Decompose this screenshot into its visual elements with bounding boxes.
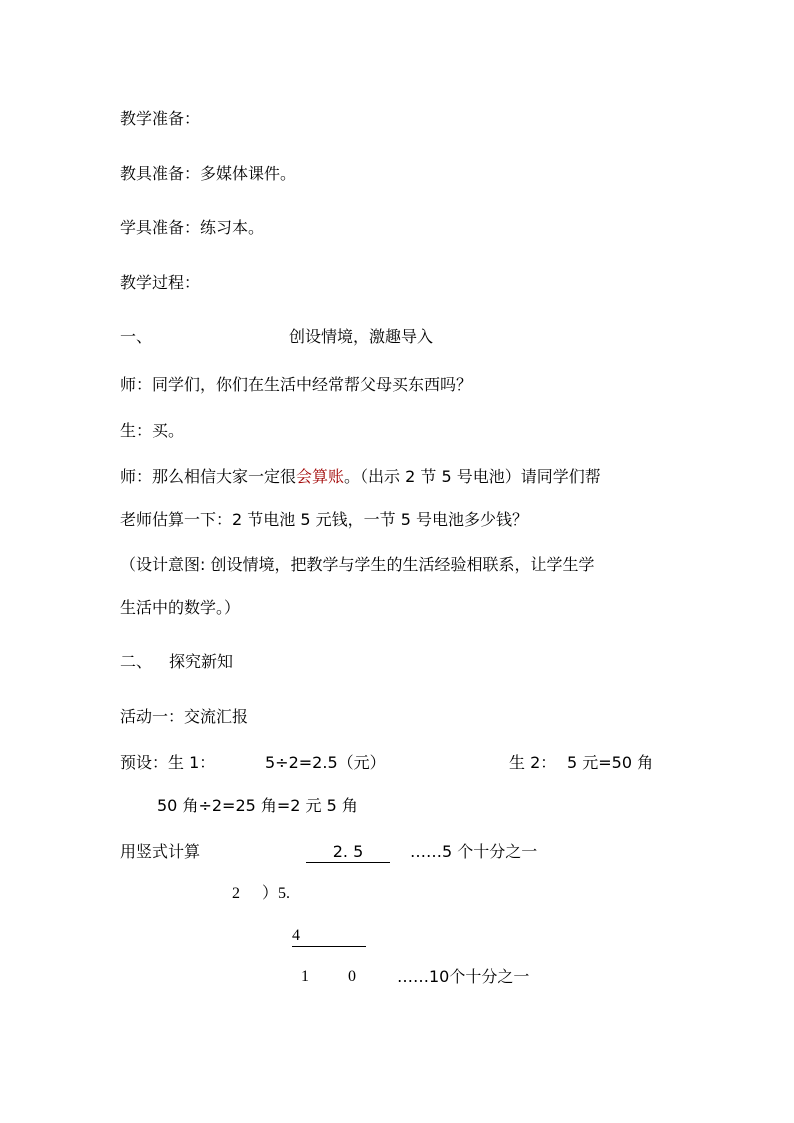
- teaching-tools: 教具准备：多媒体课件。: [120, 164, 297, 183]
- teacher-line-2: [120, 467, 601, 487]
- subtraction-row: [292, 926, 366, 947]
- design-note-2: 生活中的数学。）: [120, 598, 241, 617]
- prep-title: 教学准备：: [120, 109, 201, 128]
- section2-title: 探究新知: [169, 652, 234, 671]
- preset-student-2: 生 2：: [509, 753, 557, 772]
- divisor: 2: [232, 885, 240, 902]
- remainder-note: ……10个十分之一: [397, 967, 530, 986]
- section2-number: 二、: [120, 652, 153, 671]
- section1-title: 创设情境，激趣导入: [289, 327, 434, 346]
- student-tools: 学具准备：练习本。: [120, 218, 265, 237]
- subtrahend: 4: [292, 927, 300, 944]
- teacher-line-1: 师：同学们，你们在生活中经常帮父母买东西吗？: [120, 375, 473, 394]
- design-note-1: （设计意图: 创设情境，把教学与学生的生活经验相联系，让学生学: [120, 555, 595, 574]
- vertical-label: 用竖式计算: [120, 842, 201, 861]
- section1-number: 一、: [120, 327, 153, 346]
- remainder-digit-1: 1: [301, 968, 309, 985]
- highlight-phrase: 会算账: [296, 467, 345, 486]
- dividend: ）5.: [262, 885, 291, 902]
- teacher-line-2-cont: 老师估算一下：2 节电池 5 元钱，一节 5 号电池多少钱？: [120, 510, 528, 529]
- preset-expr-1: 5÷2=2.5（元）: [265, 753, 386, 772]
- student-line-1: 生：买。: [120, 421, 185, 440]
- preset-expr-2: 5 元=50 角: [567, 753, 654, 772]
- quotient-value: 2. 5: [332, 842, 364, 861]
- remainder-digit-2: 0: [348, 968, 356, 985]
- quotient: [306, 842, 390, 863]
- preset-expr-3: 50 角÷2=25 角=2 元 5 角: [157, 796, 358, 815]
- teacher-line-2-b: 。（出示 2 节 5 号电池）请同学们帮: [344, 467, 601, 486]
- quotient-note: ……5 个十分之一: [410, 842, 538, 861]
- process-title: 教学过程：: [120, 273, 201, 292]
- teacher-line-2-a: 师：那么相信大家一定很: [120, 467, 297, 486]
- activity-1: 活动一：交流汇报: [120, 707, 249, 726]
- preset-label: 预设：生 1：: [120, 753, 216, 772]
